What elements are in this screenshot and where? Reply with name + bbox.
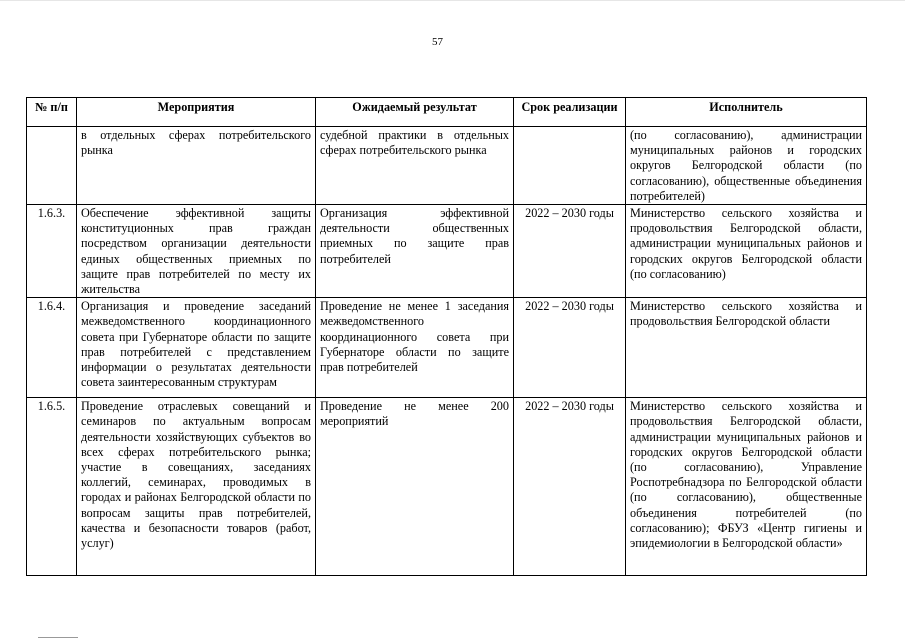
top-edge-line (0, 0, 905, 1)
row-result: Организация эффективной деятельности общественных приемных по защите прав потребителей (316, 205, 514, 298)
table-row (27, 205, 867, 298)
row-result: Проведение не менее 200 мероприятий (316, 398, 514, 576)
footnote-rule (38, 637, 78, 638)
row-number: 1.6.5. (27, 398, 77, 576)
header-executor: Исполнитель (626, 98, 867, 127)
header-term: Срок реализации (514, 98, 626, 127)
row-number: 1.6.4. (27, 298, 77, 398)
row-term: 2022 – 2030 годы (514, 398, 626, 576)
row-executor: Министерство сельского хозяйства и продовольствия Белгородской области (626, 298, 867, 398)
row-measure: в отдельных сферах потребительского рынка (77, 127, 316, 205)
row-executor: (по согласованию), администрации муниципальных районов и городских округов Белгородской области (по согласованию), общественные объединения потребителей) (626, 127, 867, 205)
table-header-row (27, 98, 867, 127)
row-term: 2022 – 2030 годы (514, 298, 626, 398)
header-number: № п/п (27, 98, 77, 127)
row-term: 2022 – 2030 годы (514, 205, 626, 298)
table-row (27, 127, 867, 205)
row-measure: Обеспечение эффективной защиты конституционных прав граждан посредством организации деятельности единых общественных приемных по защите прав потребителей по месту их жительства (77, 205, 316, 298)
measures-table (26, 97, 867, 576)
row-number: 1.6.3. (27, 205, 77, 298)
page-number: 57 (432, 36, 443, 48)
row-executor: Министерство сельского хозяйства и продовольствия Белгородской области, администрации муниципальных районов и городских округов Белгородской области (по согласованию) (626, 205, 867, 298)
row-result: Проведение не менее 1 заседания межведомственного координационного совета при Губернаторе области по защите прав потребителей (316, 298, 514, 398)
row-term (514, 127, 626, 205)
table-row (27, 298, 867, 398)
row-executor: Министерство сельского хозяйства и продовольствия Белгородской области, администрации муниципальных районов и городских округов Белгородской области (по согласованию), Управление Роспотребнадзора по Белгородской области (по согласованию), общественные объединения потребителей (по согласованию); ФБУЗ «Центр гигиены и эпидемиологии в Белгородской области» (626, 398, 867, 576)
header-expected-result: Ожидаемый результат (316, 98, 514, 127)
row-measure: Организация и проведение заседаний межведомственного координационного совета при Губернаторе области по защите прав потребителей с представлением информации о результатах деятельности совета заинтересованным структурам (77, 298, 316, 398)
header-measures: Мероприятия (77, 98, 316, 127)
row-number (27, 127, 77, 205)
row-result: судебной практики в отдельных сферах потребительского рынка (316, 127, 514, 205)
row-measure: Проведение отраслевых совещаний и семинаров по актуальным вопросам деятельности хозяйствующих субъектов во всех сферах потребительского рынка; участие в совещаниях, заседаниях коллегий, семинарах, проводимых в городах и районах Белгородской области по вопросам защиты прав потребителей, качества и безопасности товаров (работ, услуг) (77, 398, 316, 576)
table-row (27, 398, 867, 576)
